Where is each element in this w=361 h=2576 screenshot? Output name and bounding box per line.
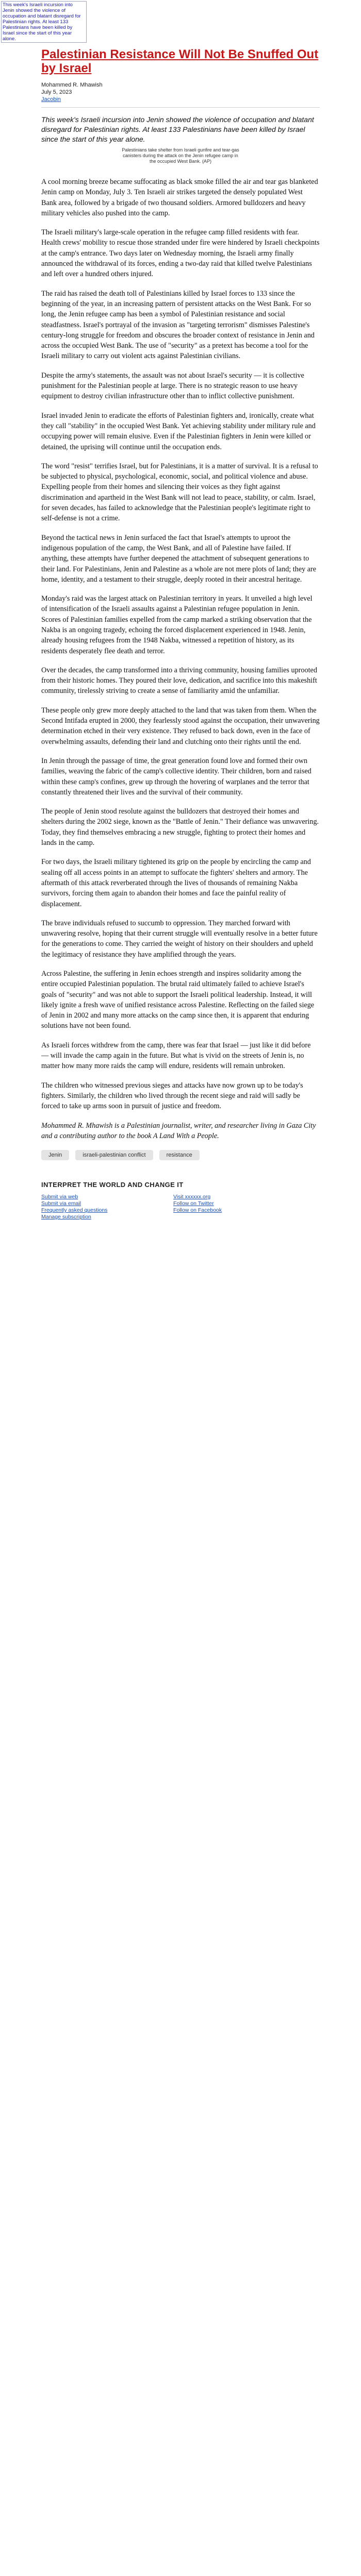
article-lede: This week's Israeli incursion into Jenin showed the violence of occupation and blatant disregard for Palestinian rights. At least 133 Palestinians have been killed by Israel since the start of this year alone. [41,115,314,143]
newsletter-footer [41,1181,320,1221]
tag-jenin[interactable]: Jenin [41,1150,69,1160]
body-paragraph: The Israeli military's large-scale operation in the refugee camp filled residents with fear. Health crews' mobility to rescue those stranded under fire were hindered by Israeli checkpoints at the camp's entrance. Two days later on Wednesday morning, the Israeli army finally announced the withdrawal of its forces, ending a two-day raid that killed twelve Palestinians and left over a hundred others injured. [41,228,320,279]
footer-column-right [173,1194,222,1221]
article-title[interactable]: Palestinian Resistance Will Not Be Snuffed Out by Israel [41,47,319,75]
email-page [32,47,329,1221]
body-paragraph: Monday's raid was the largest attack on Palestinian territory in years. It unveiled a high level of intensification of the Israeli assaults against a Palestinian refugee population in Jenin. Scores of Palestinian families expelled from the camp marked a striking observation that the Nakba is an ongoing tragedy, echoing the forced displacement experienced in 1948. Jenin, already housing refugees from the 1948 Nakba, witnessed a repetition of history, as its residents desperately flee death and terror. [41,595,313,655]
manage-subscription-link[interactable]: Manage subscription [41,1214,91,1221]
hero-image-alt-text: This week's Israeli incursion into Jenin showed the violence of occupation and blatant disregard for Palestinian rights. At least 133 Palestinians have been killed by Israel since the start of this year alone. [1,1,87,43]
article-date: July 5, 2023 [41,89,72,95]
tag-israeli-palestinian-conflict[interactable]: israeli-palestinian conflict [75,1150,153,1160]
body-paragraph: For two days, the Israeli military tightened its grip on the people by encircling the camp and sealing off all access points in an attempt to suffocate the fighters' shelters and armory. The aftermath of this attack reverberated through the lives of thousands of remaining Nakba survivors, forcing them again to abandon their homes and face the painful reality of displacement. [41,858,311,908]
article-author: Mohammed R. Mhawish [41,82,103,88]
body-paragraph: The brave individuals refused to succumb to oppression. They marched forward with unwavering resolve, hoping that their current struggle will eventually resolve in a better future for the generations to come. They carried the weight of history on their shoulders and upheld the legitimacy of resistance they have amplified through the years. [41,919,318,959]
author-bio: Mohammed R. Mhawish is a Palestinian journalist, writer, and researcher living in Gaza City and a contributing author to the book A Land With a People. [41,1121,316,1140]
footer-title: INTERPRET THE WORLD AND CHANGE IT [41,1181,184,1189]
body-paragraph: These people only grew more deeply attached to the land that was taken from them. When the Second Intifada erupted in 2000, they fearlessly stood against the occupation, their unwavering determination etched in their very existence. They refused to back down, even in the face of overwhelming assaults, defending their land and clutching onto their rights until the end. [41,706,320,746]
divider [41,107,320,108]
body-paragraph: The people of Jenin stood resolute against the bulldozers that destroyed their homes and shelters during the 2002 siege, known as the "Battle of Jenin." Their defiance was unwavering. Today, they find themselves embracing a new struggle, fighting to protect their homes and lands in the camp. [41,807,319,848]
tag-list [41,1150,320,1164]
visit-site-link[interactable]: Visit xxxxxx.org [173,1194,211,1200]
body-paragraph: In Jenin through the passage of time, the great generation found love and formed their own families, weaving the fabric of the camp's collective identity. Their children, born and raised within these camp's confines, grew up through the hovering of warplanes and the terror that constantly threatened their lives and the survival of their community. [41,756,311,796]
facebook-link[interactable]: Follow on Facebook [173,1207,222,1214]
faq-link[interactable]: Frequently asked questions [41,1207,108,1214]
body-paragraph: A cool morning breeze became suffocating as black smoke filled the air and tear gas blanketed Jenin camp on Monday, July 3. Ten Israeli air strikes targeted the densely populated West Bank area, followed by a brigade of two thousand soldiers. Armored bulldozers and heavy military vehicles also pushed into the camp. [41,178,318,217]
footer-column-left [41,1194,107,1221]
submit-email-link[interactable]: Submit via email [41,1200,81,1207]
body-paragraph: Beyond the tactical news in Jenin surfaced the fact that Israel's attempts to uproot the indigenous population of the camp, the West Bank, and all of Palestine have failed. If anything, these attempts have further deepened the attachment of subsequent generations to their land. For Palestinians, Jenin and Palestine as a whole are not mere plots of land; they are home, identity, and a testament to their struggle, deeply rooted in their ancestral heritage. [41,533,317,584]
body-paragraph: The raid has raised the death toll of Palestinians killed by Israel forces to 133 since the beginning of the year, in an increasing pattern of persistent attacks on the West Bank. For so long, the Jenin refugee camp has been a symbol of Palestinian resistance and social steadfastness. Israel's portrayal of the invasion as "targeting terrorism" dismisses Palestine's century-long struggle for freedom and obscures the broader context of resistance in Jenin and across the occupied West Bank. The use of "security" as a pretext has become a tool for the Israeli military to carry out violent acts against Palestinian civilians. [41,289,315,361]
figure-caption: Palestinians take shelter from Israeli gunfire and tear-gas canisters during the attack on the Jenin refugee camp in the occupied West Bank. (AP) [122,147,239,164]
body-paragraph: Despite the army's statements, the assault was not about Israel's security — it is collective punishment for the Palestinian people at large. There is no strategic reason to use heavy equipment to destroy civilian infrastructure other than to inflict collective punishment. [41,371,304,401]
body-paragraph: Across Palestine, the suffering in Jenin echoes strength and inspires solidarity among the entire occupied Palestinian population. The brutal raid ultimately failed to achieve Israel's goals of "security" and was not able to support the Israeli political leadership. Instead, it will likely ignite a fresh wave of unified resistance across Palestine. Reflecting on the failed siege of Jenin in 2002 and many more attacks on the camp since then, it is apparent that enduring solutions have not been found. [41,970,315,1030]
article-card [41,47,320,1221]
tag-resistance[interactable]: resistance [159,1150,200,1160]
submit-web-link[interactable]: Submit via web [41,1194,78,1200]
article-figure [41,147,320,165]
article-source-link[interactable]: Jacobin [41,96,61,103]
body-paragraph: The children who witnessed previous sieges and attacks have now grown up to be today's fighters. Similarly, the children who lived through the recent siege and raid will sadly be forced to take up arms soon in pursuit of justice and freedom. [41,1081,303,1111]
twitter-link[interactable]: Follow on Twitter [173,1200,214,1207]
body-paragraph: As Israeli forces withdrew from the camp, there was fear that Israel — just like it did before — will invade the camp again in the future. But what is vivid on the streets of Jenin is, no matter how many more raids the camp will endure, residents will remain unbroken. [41,1041,311,1071]
body-paragraph: Israel invaded Jenin to eradicate the efforts of Palestinian fighters and, ironically, create what they call "stability" in the occupied West Bank. Yet achieving stability under military rule and occupying power will remain elusive. Even if the Palestinian fighters in Jenin were killed or detained, the uprising will continue until the occupation ends. [41,411,316,451]
article-body [41,177,320,1141]
body-paragraph: Over the decades, the camp transformed into a thriving community, housing families uprooted from their historic homes. They poured their love, dedication, and sacrifice into this makeshift community, tirelessly striving to create a sense of familiarity amid the unfamiliar. [41,666,317,696]
body-paragraph: The word "resist" terrifies Israel, but for Palestinians, it is a matter of survival. It is a refusal to be subjected to physical, psychological, economic, social, and political violence and abuse. Expelling people from their homes and silencing their voices as they fight against discrimination and apartheid in the West Bank will not lead to peace, stability, or calm. Israel, for seven decades, has failed to acknowledge that the Palestinian people's legitimate right to self-defense is not a crime. [41,462,318,523]
